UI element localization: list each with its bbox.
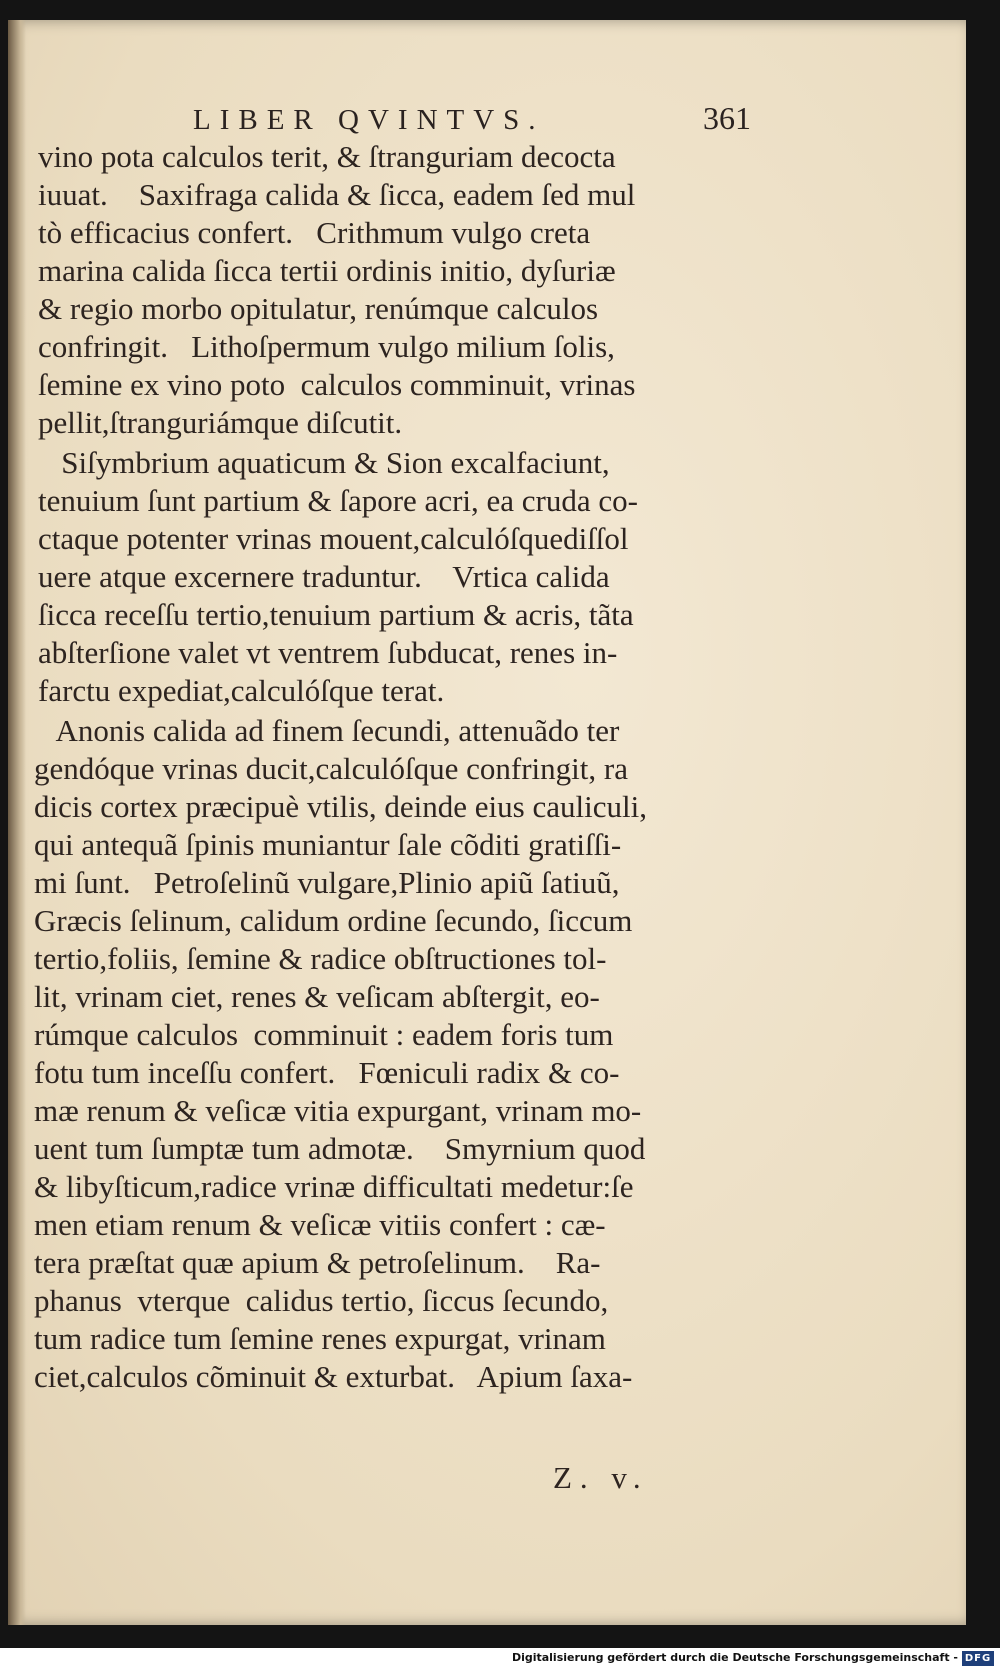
dfg-logo-icon: DFG bbox=[962, 1651, 994, 1666]
book-page bbox=[8, 20, 966, 1625]
text-line: ſemine ex vino poto calculos comminuit, vrinas bbox=[38, 367, 636, 402]
text-line: phanus vterque calidus tertio, ſiccus ſecundo, bbox=[34, 1283, 609, 1318]
funding-credit: Digitalisierung gefördert durch die Deutsche Forschungsgemeinschaft - bbox=[511, 1651, 958, 1664]
running-title: LIBER QVINTVS. bbox=[193, 104, 545, 136]
text-line: mæ renum & veſicæ vitia expurgant, vrinam mo- bbox=[34, 1093, 642, 1128]
text-line: Anonis calida ad finem ſecundi, attenuãdo ter bbox=[34, 713, 620, 748]
text-line: Græcis ſelinum, calidum ordine ſecundo, ſiccum bbox=[34, 903, 633, 938]
text-line: tertio,foliis, ſemine & radice obſtructiones tol- bbox=[34, 941, 607, 976]
page-number: 361 bbox=[703, 100, 751, 136]
text-line: men etiam renum & veſicæ vitiis confert : cæ- bbox=[34, 1207, 606, 1242]
text-line: tum radice tum ſemine renes expurgat, vrinam bbox=[34, 1321, 606, 1356]
text-line: tenuium ſunt partium & ſapore acri, ea cruda co- bbox=[38, 483, 638, 518]
text-line: farctu expediat,calculóſque terat. bbox=[38, 673, 445, 708]
text-line: & libyſticum,radice vrinæ difficultati medetur:ſe bbox=[34, 1169, 634, 1204]
text-line: abſterſione valet vt ventrem ſubducat, renes in- bbox=[38, 635, 618, 670]
text-line: uere atque excernere traduntur. Vrtica calida bbox=[38, 559, 610, 594]
body-text bbox=[8, 20, 966, 1625]
text-line: tera præſtat quæ apium & petroſelinum. Ra- bbox=[34, 1245, 601, 1280]
text-line: ctaque potenter vrinas mouent,calculóſquediſſol bbox=[38, 521, 629, 556]
text-line: iuuat. Saxifraga calida & ſicca, eadem ſed mul bbox=[38, 177, 636, 212]
text-line: gendóque vrinas ducit,calculóſque confringit, ra bbox=[34, 751, 628, 786]
text-line: confringit. Lithoſpermum vulgo milium ſolis, bbox=[38, 329, 615, 364]
signature-mark: Z. v. bbox=[553, 1460, 649, 1495]
text-line: vino pota calculos terit, & ſtranguriam decocta bbox=[38, 139, 616, 174]
text-line: tò efficacius confert. Crithmum vulgo creta bbox=[38, 215, 591, 250]
text-line: rúmque calculos comminuit : eadem foris tum bbox=[34, 1017, 614, 1052]
text-line: ſicca receſſu tertio,tenuium partium & acris, tãta bbox=[38, 597, 634, 632]
digitization-footer bbox=[0, 1648, 1000, 1670]
text-line: qui antequã ſpinis muniantur ſale cõditi gratiſſi- bbox=[34, 827, 622, 862]
text-line: Siſymbrium aquaticum & Sion excalfaciunt, bbox=[38, 445, 610, 480]
text-line: uent tum ſumptæ tum admotæ. Smyrnium quod bbox=[34, 1131, 646, 1166]
text-line: mi ſunt. Petroſelinũ vulgare,Plinio apiũ ſatiuũ, bbox=[34, 865, 620, 900]
text-line: fotu tum inceſſu confert. Fœniculi radix & co- bbox=[34, 1055, 620, 1090]
text-line: & regio morbo opitulatur, renúmque calculos bbox=[38, 291, 599, 326]
text-line: pellit,ſtranguriámque diſcutit. bbox=[38, 405, 403, 440]
text-line: dicis cortex præcipuè vtilis, deinde eius cauliculi, bbox=[34, 789, 647, 824]
text-line: ciet,calculos cõminuit & exturbat. Apium ſaxa- bbox=[34, 1359, 633, 1394]
text-line: lit, vrinam ciet, renes & veſicam abſtergit, eo- bbox=[34, 979, 600, 1014]
text-line: marina calida ſicca tertii ordinis initio, dyſuriæ bbox=[38, 253, 616, 288]
